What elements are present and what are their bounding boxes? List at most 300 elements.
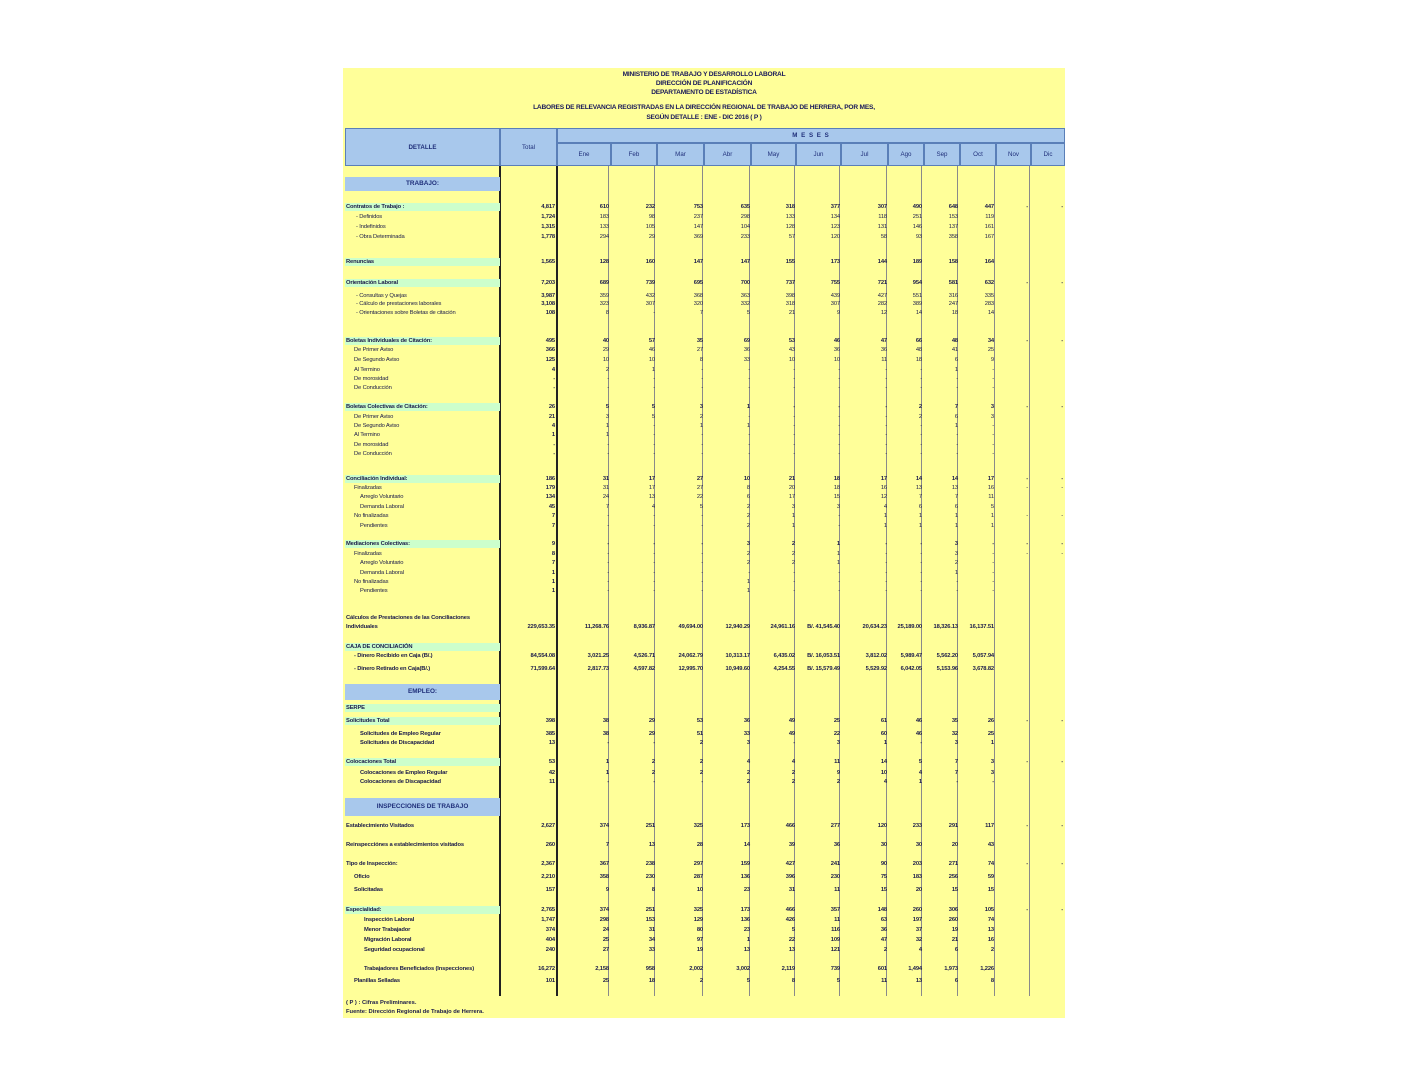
cell-abr: 3,002 [736, 966, 750, 972]
cell-sep: 6 [954, 414, 958, 420]
cell-ene: 3 [605, 414, 609, 420]
cell-ene: - [607, 451, 609, 457]
cell-total: 495 [545, 338, 555, 344]
cell-ene: 9 [605, 887, 609, 893]
cell-jul: 4 [883, 779, 887, 785]
row-label: Demanda Laboral [360, 504, 404, 510]
cell-feb: 17 [648, 476, 655, 482]
cell-jun: 11 [834, 759, 840, 765]
cell-sep: 3 [954, 740, 958, 746]
cell-jun: - [838, 523, 840, 529]
cell-abr: 2 [746, 551, 750, 557]
cell-ene: - [607, 523, 609, 529]
cell-oct: 3 [990, 770, 994, 776]
cell-ene: 374 [599, 823, 609, 829]
cell-total: 374 [545, 927, 555, 933]
row-label: De morosidad [354, 442, 389, 448]
cell-ago: - [920, 423, 922, 429]
month-header-oct: Oct [960, 143, 996, 166]
report-subtitle: SEGÚN DETALLE : ENE - DIC 2016 ( P ) [646, 114, 762, 121]
cell-ago: - [920, 451, 922, 457]
cell-may: 13 [788, 947, 795, 953]
row-label: Cálculos de Prestaciones de las Conciliaciones [346, 615, 470, 621]
cell-jul: 47 [880, 338, 887, 344]
cell-mar: 8 [699, 357, 703, 363]
cell-sep: 7 [954, 494, 958, 500]
row-label: - Definidos [356, 214, 383, 220]
cell-jul: 61 [880, 718, 887, 724]
cell-jun: - [838, 367, 840, 373]
cell-feb: 432 [645, 293, 655, 299]
row-label: Pendientes [360, 523, 388, 529]
cell-dic: - [1061, 907, 1063, 913]
cell-nov: - [1026, 861, 1028, 867]
cell-abr: 13 [743, 947, 750, 953]
cell-ene: 1 [605, 423, 609, 429]
month-header-feb: Feb [611, 143, 657, 166]
cell-mar: - [701, 442, 703, 448]
cell-may: 8 [791, 978, 795, 984]
row-label: CAJA DE CONCILIACIÓN [346, 644, 413, 650]
row-label: De Primer Aviso [354, 414, 394, 420]
cell-jun: 1 [836, 541, 840, 547]
cell-abr: 2 [746, 513, 750, 519]
cell-ago: 6,042.05 [900, 666, 922, 672]
cell-abr: - [748, 376, 750, 382]
cell-ago: 183 [912, 874, 922, 880]
cell-oct: 1 [990, 740, 994, 746]
cell-abr: 2 [746, 523, 750, 529]
cell-jun: 2 [836, 779, 840, 785]
cell-nov: - [1026, 513, 1028, 519]
cell-sep: 256 [948, 874, 958, 880]
cell-feb: - [653, 551, 655, 557]
cell-jun: 230 [830, 874, 840, 880]
cell-mar: 53 [696, 718, 703, 724]
cell-jun: - [838, 570, 840, 576]
cell-mar: 297 [693, 861, 703, 867]
cell-abr: 10,313.17 [725, 653, 750, 659]
cell-sep: 358 [948, 234, 958, 240]
cell-may: - [793, 376, 795, 382]
row-label: Tipo de Inspección: [346, 861, 398, 867]
cell-abr: - [748, 414, 750, 420]
cell-ene: 2,158 [595, 966, 609, 972]
section-inspecciones: INSPECCIONES DE TRABAJO [345, 798, 500, 816]
cell-mar: - [701, 385, 703, 391]
cell-jun: 22 [833, 731, 840, 737]
cell-abr: 2 [746, 504, 750, 510]
cell-ago: 66 [915, 338, 922, 344]
cell-feb: 10 [648, 357, 655, 363]
cell-ene: 38 [602, 731, 609, 737]
cell-jun: 357 [830, 907, 840, 913]
cell-ene: - [607, 551, 609, 557]
cell-feb: 230 [645, 874, 655, 880]
cell-oct: 8 [990, 978, 994, 984]
cell-jun: 241 [830, 861, 840, 867]
cell-feb: 29 [648, 234, 655, 240]
cell-total: 1 [551, 579, 555, 585]
cell-ago: - [920, 432, 922, 438]
cell-feb: 5 [651, 404, 655, 410]
cell-feb: 17 [648, 485, 655, 491]
cell-abr: - [748, 367, 750, 373]
cell-mar: 695 [693, 280, 703, 286]
row-label: - Indefinidos [356, 224, 386, 230]
cell-jul: 120 [877, 823, 887, 829]
cell-jun: 377 [830, 204, 840, 210]
cell-ene: 31 [602, 485, 609, 491]
cell-feb: 13 [648, 494, 655, 500]
cell-mar: 2 [699, 759, 703, 765]
cell-abr: 33 [743, 731, 750, 737]
cell-abr: 2 [746, 770, 750, 776]
cell-ene: 2,817.73 [587, 666, 609, 672]
footnote-source: Fuente: Dirección Regional de Trabajo de Herrera. [346, 1009, 484, 1015]
cell-dic: - [1061, 823, 1063, 829]
cell-feb: 251 [645, 823, 655, 829]
cell-abr: - [748, 432, 750, 438]
cell-ago: 197 [912, 917, 922, 923]
cell-ene: - [607, 376, 609, 382]
cell-ago: 5,989.47 [900, 653, 922, 659]
cell-jul: 90 [880, 861, 887, 867]
cell-may: 49 [788, 718, 795, 724]
cell-jun: 755 [830, 280, 840, 286]
cell-total: 1,747 [541, 917, 555, 923]
cell-mar: 12,995.70 [678, 666, 703, 672]
cell-mar: 2 [699, 978, 703, 984]
cell-jul: 11 [881, 978, 887, 984]
cell-total: 53 [548, 759, 555, 765]
cell-ene: 11,268.76 [584, 624, 609, 630]
cell-jun: 46 [833, 338, 840, 344]
cell-feb: 251 [645, 907, 655, 913]
cell-mar: 325 [693, 907, 703, 913]
cell-abr: 3 [746, 541, 750, 547]
row-label: De Conducción [354, 451, 392, 457]
cell-dic: - [1061, 759, 1063, 765]
row-label: Finalizadas [354, 485, 382, 491]
cell-oct: - [992, 541, 994, 547]
cell-mar: 35 [696, 338, 703, 344]
cell-ago: 490 [912, 204, 922, 210]
cell-jul: 148 [877, 907, 887, 913]
cell-may: 39 [788, 842, 795, 848]
cell-may: - [793, 414, 795, 420]
cell-jul: 1 [883, 523, 887, 529]
cell-may: - [793, 570, 795, 576]
cell-mar: - [701, 376, 703, 382]
cell-feb: 29 [648, 718, 655, 724]
row-label: SERPE [346, 705, 365, 711]
cell-feb: 4,597.82 [633, 666, 655, 672]
row-label: Individuales [346, 624, 378, 630]
cell-jun: 1 [836, 560, 840, 566]
cell-jul: - [885, 376, 887, 382]
cell-oct: 25 [987, 731, 994, 737]
row-label: Conciliación Individual: [346, 476, 408, 482]
row-label: Boletas Colectivas de Citación: [346, 404, 428, 410]
cell-oct: 15 [987, 887, 994, 893]
row-label: Inspección Laboral [364, 917, 415, 923]
cell-dic: - [1061, 280, 1063, 286]
cell-oct: - [992, 432, 994, 438]
cell-jun: 277 [830, 823, 840, 829]
cell-feb: - [653, 740, 655, 746]
cell-mar: 3 [699, 404, 703, 410]
cell-sep: 15 [951, 887, 958, 893]
row-highlight [345, 704, 500, 712]
cell-ago: - [920, 376, 922, 382]
cell-total: 134 [545, 494, 555, 500]
row-label: Al Termino [354, 432, 380, 438]
cell-mar: - [701, 523, 703, 529]
cell-feb: 105 [645, 224, 655, 230]
cell-mar: 27 [696, 485, 703, 491]
cell-total: 101 [545, 978, 555, 984]
cell-ene: 5 [605, 404, 609, 410]
cell-abr: 159 [740, 861, 750, 867]
cell-nov: - [1026, 551, 1028, 557]
cell-total: 7 [551, 513, 555, 519]
cell-sep: 3 [954, 541, 958, 547]
cell-ene: - [607, 560, 609, 566]
cell-may: 1 [791, 523, 795, 529]
cell-abr: 2 [746, 560, 750, 566]
cell-jun: 36 [833, 842, 840, 848]
cell-feb: 46 [648, 347, 655, 353]
cell-oct: 164 [984, 259, 994, 265]
cell-jun: 116 [831, 927, 840, 933]
cell-dic: - [1061, 338, 1063, 344]
cell-sep: 3 [954, 551, 958, 557]
cell-jun: 11 [834, 917, 840, 923]
cell-jun: 36 [833, 347, 840, 353]
cell-sep: 2 [954, 560, 958, 566]
cell-ago: - [920, 367, 922, 373]
direction-title: DIRECCIÓN DE PLANIFICACIÓN [655, 80, 753, 87]
cell-may: 31 [788, 887, 795, 893]
cell-ene: 1 [605, 432, 609, 438]
cell-ene: 27 [602, 947, 609, 953]
cell-total: - [553, 385, 555, 391]
cell-oct: - [992, 570, 994, 576]
cell-oct: 2 [990, 947, 994, 953]
cell-mar: - [701, 579, 703, 585]
cell-abr: 69 [743, 338, 750, 344]
cell-feb: 4 [651, 504, 655, 510]
cell-jul: 58 [880, 234, 887, 240]
cell-sep: 316 [948, 293, 958, 299]
cell-jul: 2 [883, 947, 887, 953]
cell-oct: 16,137.51 [969, 624, 994, 630]
cell-dic: - [1061, 404, 1063, 410]
cell-ago: 389 [912, 301, 922, 307]
cell-oct: - [992, 423, 994, 429]
cell-ago: - [920, 541, 922, 547]
cell-nov: - [1026, 338, 1028, 344]
row-label: Reinspecciónes a establecimientos visitados [346, 842, 464, 848]
cell-jun: - [838, 513, 840, 519]
cell-may: 49 [788, 731, 795, 737]
cell-sep: - [956, 579, 958, 585]
row-label: Oficio [354, 874, 370, 880]
cell-may: 6,435.02 [773, 653, 795, 659]
cell-ago: 233 [912, 823, 922, 829]
cell-ene: 25 [602, 937, 609, 943]
cell-jul: 601 [877, 966, 887, 972]
cell-mar: - [701, 367, 703, 373]
section-trabajo: TRABAJO: [345, 177, 500, 191]
cell-sep: - [956, 442, 958, 448]
cell-jul: 1 [883, 740, 887, 746]
cell-jun: 9 [836, 770, 840, 776]
row-label: Establecimiento Visitados [346, 823, 414, 829]
cell-oct: 447 [984, 204, 994, 210]
cell-jun: 9 [836, 310, 840, 316]
cell-total: 42 [548, 770, 555, 776]
cell-jun: 109 [830, 937, 840, 943]
cell-sep: 158 [948, 259, 958, 265]
cell-sep: 48 [951, 338, 958, 344]
month-header-abr: Abr [704, 143, 751, 166]
cell-nov: - [1026, 907, 1028, 913]
row-label: Colocaciones de Discapacidad [360, 779, 441, 785]
cell-sep: 153 [948, 214, 958, 220]
cell-abr: 136 [740, 917, 750, 923]
cell-ago: - [920, 579, 922, 585]
cell-abr: 5 [746, 310, 750, 316]
cell-sep: 1 [954, 423, 958, 429]
cell-jun: B/. 41,545.40 [807, 624, 840, 630]
cell-abr: 298 [740, 214, 750, 220]
cell-feb: 2 [651, 770, 655, 776]
cell-mar: - [701, 432, 703, 438]
cell-oct: 1 [990, 513, 994, 519]
cell-oct: 167 [984, 234, 994, 240]
cell-may: 318 [785, 204, 795, 210]
cell-total: 3,108 [541, 301, 555, 307]
cell-total: 125 [545, 357, 555, 363]
cell-mar: 24,062.79 [678, 653, 703, 659]
month-header-ene: Ene [557, 143, 611, 166]
column-header-detalle: DETALLE [345, 128, 500, 166]
cell-oct: - [992, 560, 994, 566]
row-label: Solicitudes de Empleo Regular [360, 731, 441, 737]
cell-total: 7 [551, 560, 555, 566]
cell-abr: 10 [743, 476, 750, 482]
cell-total: 157 [545, 887, 555, 893]
cell-ago: 18 [915, 357, 922, 363]
cell-jun: - [838, 451, 840, 457]
row-label: Especialidad: [346, 907, 382, 913]
cell-abr: 1 [746, 423, 750, 429]
cell-feb: 31 [648, 927, 655, 933]
cell-ene: 358 [599, 874, 609, 880]
cell-may: - [793, 404, 795, 410]
cell-oct: 1 [990, 523, 994, 529]
cell-ago: 14 [915, 310, 922, 316]
cell-oct: 119 [985, 214, 994, 220]
row-label: Arreglo Voluntario [360, 560, 404, 566]
cell-ene: 610 [599, 204, 609, 210]
cell-oct: 117 [985, 823, 994, 829]
cell-abr: 12,940.29 [725, 624, 750, 630]
cell-ene: 40 [602, 338, 609, 344]
cell-jul: - [885, 451, 887, 457]
cell-ene: 689 [599, 280, 609, 286]
cell-may: - [793, 385, 795, 391]
row-label: - Orientaciones sobre Boletas de citación [356, 310, 456, 316]
cell-ago: 48 [915, 347, 922, 353]
cell-abr: 3 [746, 740, 750, 746]
cell-total: 229,653.35 [527, 624, 555, 630]
cell-jun: 307 [830, 301, 840, 307]
cell-dic: - [1061, 204, 1063, 210]
cell-ago: 13 [915, 485, 922, 491]
cell-ene: - [607, 442, 609, 448]
cell-abr: 363 [740, 293, 750, 299]
cell-jul: - [885, 551, 887, 557]
row-label: Solicitudes de Discapacidad [360, 740, 435, 746]
cell-total: 186 [545, 476, 555, 482]
cell-jun: - [838, 423, 840, 429]
cell-mar: - [701, 570, 703, 576]
cell-oct: 25 [987, 347, 994, 353]
month-header-ago: Ago [888, 143, 924, 166]
column-divider [994, 166, 995, 996]
cell-jul: 47 [880, 937, 887, 943]
cell-may: 1 [791, 513, 795, 519]
cell-sep: 1,973 [944, 966, 958, 972]
cell-mar: - [701, 551, 703, 557]
cell-mar: 320 [693, 301, 703, 307]
cell-oct: - [992, 442, 994, 448]
cell-total: 9 [551, 541, 555, 547]
cell-mar: 80 [696, 927, 703, 933]
cell-dic: - [1061, 476, 1063, 482]
cell-mar: 7 [699, 310, 703, 316]
cell-may: 466 [785, 823, 795, 829]
cell-jul: 1 [883, 513, 887, 519]
cell-feb: 739 [645, 280, 655, 286]
month-header-jul: Jul [841, 143, 888, 166]
cell-feb: - [653, 541, 655, 547]
column-divider [1029, 166, 1030, 996]
cell-ene: - [607, 779, 609, 785]
cell-may: 3 [791, 504, 795, 510]
cell-ene: 298 [599, 917, 609, 923]
cell-mar: 2,002 [689, 966, 703, 972]
cell-sep: 1 [954, 367, 958, 373]
cell-feb: 29 [648, 731, 655, 737]
cell-jun: 739 [830, 966, 840, 972]
cell-ago: 2 [918, 414, 922, 420]
cell-sep: 581 [948, 280, 958, 286]
cell-may: - [793, 740, 795, 746]
cell-ene: 367 [599, 861, 609, 867]
cell-total: 26 [548, 404, 555, 410]
cell-jun: B/. 16,053.51 [807, 653, 840, 659]
row-label: Boletas Individuales de Citación: [346, 338, 432, 344]
cell-abr: 36 [743, 718, 750, 724]
row-label: Colocaciones Total [346, 759, 397, 765]
cell-may: 5 [791, 927, 795, 933]
cell-sep: 19 [951, 927, 958, 933]
cell-abr: 1 [746, 937, 750, 943]
